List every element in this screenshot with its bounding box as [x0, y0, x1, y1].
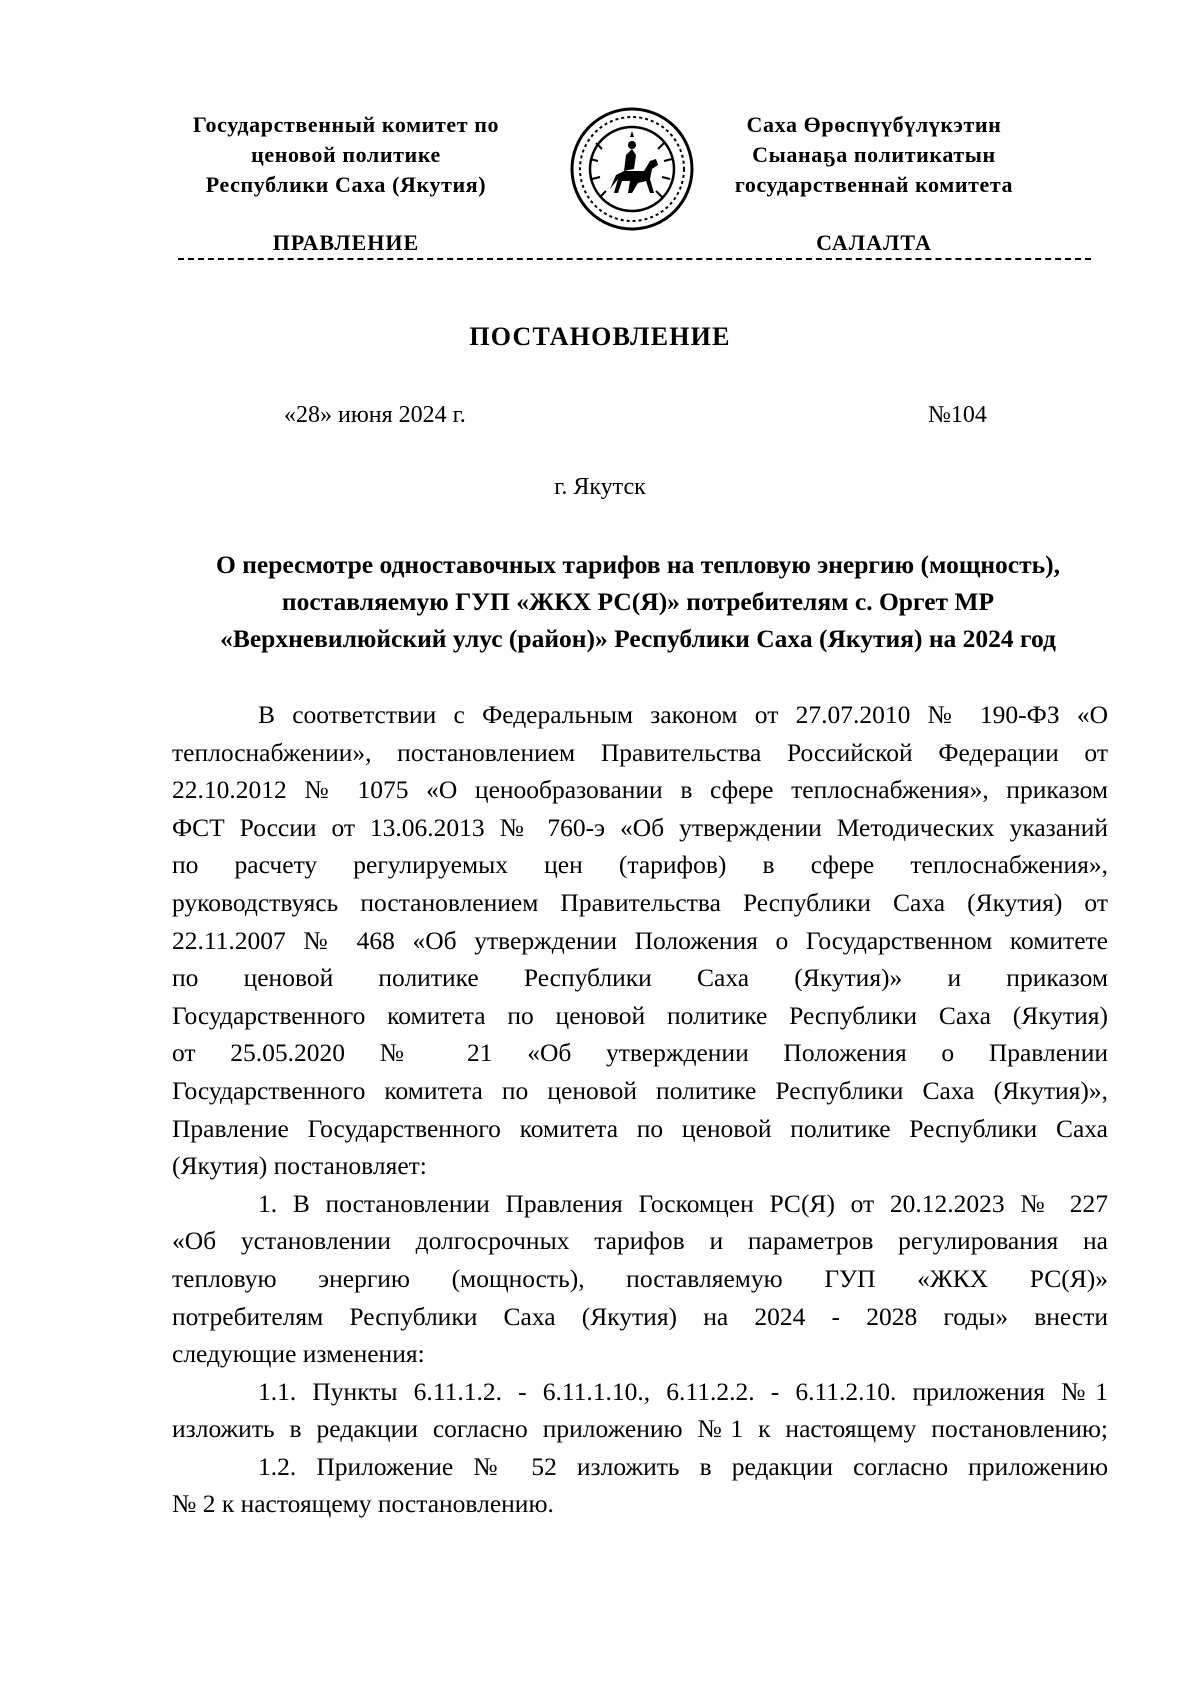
- header-divider: [178, 258, 1091, 260]
- coat-of-arms-emblem: [566, 103, 698, 235]
- body-line: № 2 к настоящему постановлению.: [172, 1489, 554, 1519]
- body-line: 1.1. Пункты 6.11.1.2. - 6.11.1.10., 6.11.2.2. - 6.11.2.10. приложения №1: [258, 1376, 1108, 1406]
- header-left-line: Республики Саха (Якутия): [205, 172, 487, 197]
- document-date: «28» июня 2024 г.: [284, 402, 466, 428]
- body-line: изложить в редакции согласно приложению №1 к настоящему постановлению;: [172, 1414, 1108, 1444]
- body-line: (Якутия) постановляет:: [172, 1151, 427, 1181]
- body-line: по ценовой политике Республики Саха (Якутия)» и приказом: [172, 963, 1108, 993]
- body-line: Государственного комитета по ценовой политике Республики Саха (Якутия)»,: [172, 1075, 1108, 1105]
- header-right-line: Сыанаҕа политикатын: [752, 142, 996, 167]
- header-left-subtitle: ПРАВЛЕНИЕ: [272, 230, 420, 255]
- body-line: 1.2. Приложение № 52 изложить в редакции согласно приложению: [258, 1451, 1108, 1481]
- body-line: следующие изменения:: [172, 1339, 425, 1369]
- document-body: [172, 696, 1108, 1523]
- header-left: [168, 110, 524, 200]
- body-line: 22.10.2012 № 1075 «О ценообразовании в сфере теплоснабжения», приказом: [172, 775, 1108, 805]
- body-line: ФСТ России от 13.06.2013 № 760-э «Об утверждении Методических указаний: [172, 812, 1108, 842]
- header-right: [694, 110, 1054, 200]
- document-number: №104: [928, 402, 987, 428]
- body-line: теплоснабжении», постановлением Правительства Российской Федерации от: [172, 737, 1108, 767]
- header-right-line: государственнай комитета: [734, 172, 1014, 197]
- body-line: тепловую энергию (мощность), поставляемую ГУП «ЖКХ РС(Я)»: [172, 1263, 1108, 1293]
- body-line: Правление Государственного комитета по ценовой политике Республики Саха: [172, 1113, 1108, 1143]
- subject-line: «Верхневилюйский улус (район)» Республики Саха (Якутия) на 2024 год: [220, 624, 1056, 653]
- body-line: 22.11.2007 № 468 «Об утверждении Положения о Государственном комитете: [172, 925, 1108, 955]
- header-right-subtitle: САЛАЛТА: [816, 230, 932, 255]
- body-line: В соответствии с Федеральным законом от 27.07.2010 № 190-ФЗ «О: [258, 700, 1108, 729]
- document-subject: [168, 546, 1108, 657]
- subject-line: О пересмотре одноставочных тарифов на тепловую энергию (мощность),: [215, 550, 1060, 579]
- header-left-line: ценовой политике: [251, 142, 441, 167]
- document-type-title: ПОСТАНОВЛЕНИЕ: [469, 322, 731, 351]
- body-line: 1. В постановлении Правления Госкомцен РС(Я) от 20.12.2023 № 227: [258, 1188, 1108, 1218]
- body-line: руководствуясь постановлением Правительства Республики Саха (Якутия) от: [172, 887, 1108, 917]
- header-right-line: Саха Өрөспүүбүлүкэтин: [746, 112, 1002, 137]
- body-line: «Об установлении долгосрочных тарифов и параметров регулирования на: [172, 1226, 1108, 1256]
- header-left-line: Государственный комитет по: [192, 112, 500, 137]
- subject-line: поставляемую ГУП «ЖКХ РС(Я)» потребителям с. Оргет МР: [281, 587, 995, 616]
- body-line: по расчету регулируемых цен (тарифов) в сфере теплоснабжения»,: [172, 850, 1108, 880]
- body-line: от 25.05.2020 № 21 «Об утверждении Положения о Правлении: [172, 1038, 1108, 1068]
- body-line: потребителям Республики Саха (Якутия) на 2024 - 2028 годы» внести: [172, 1301, 1108, 1331]
- document-city: г. Якутск: [554, 474, 646, 500]
- body-line: Государственного комитета по ценовой политике Республики Саха (Якутия): [172, 1000, 1108, 1030]
